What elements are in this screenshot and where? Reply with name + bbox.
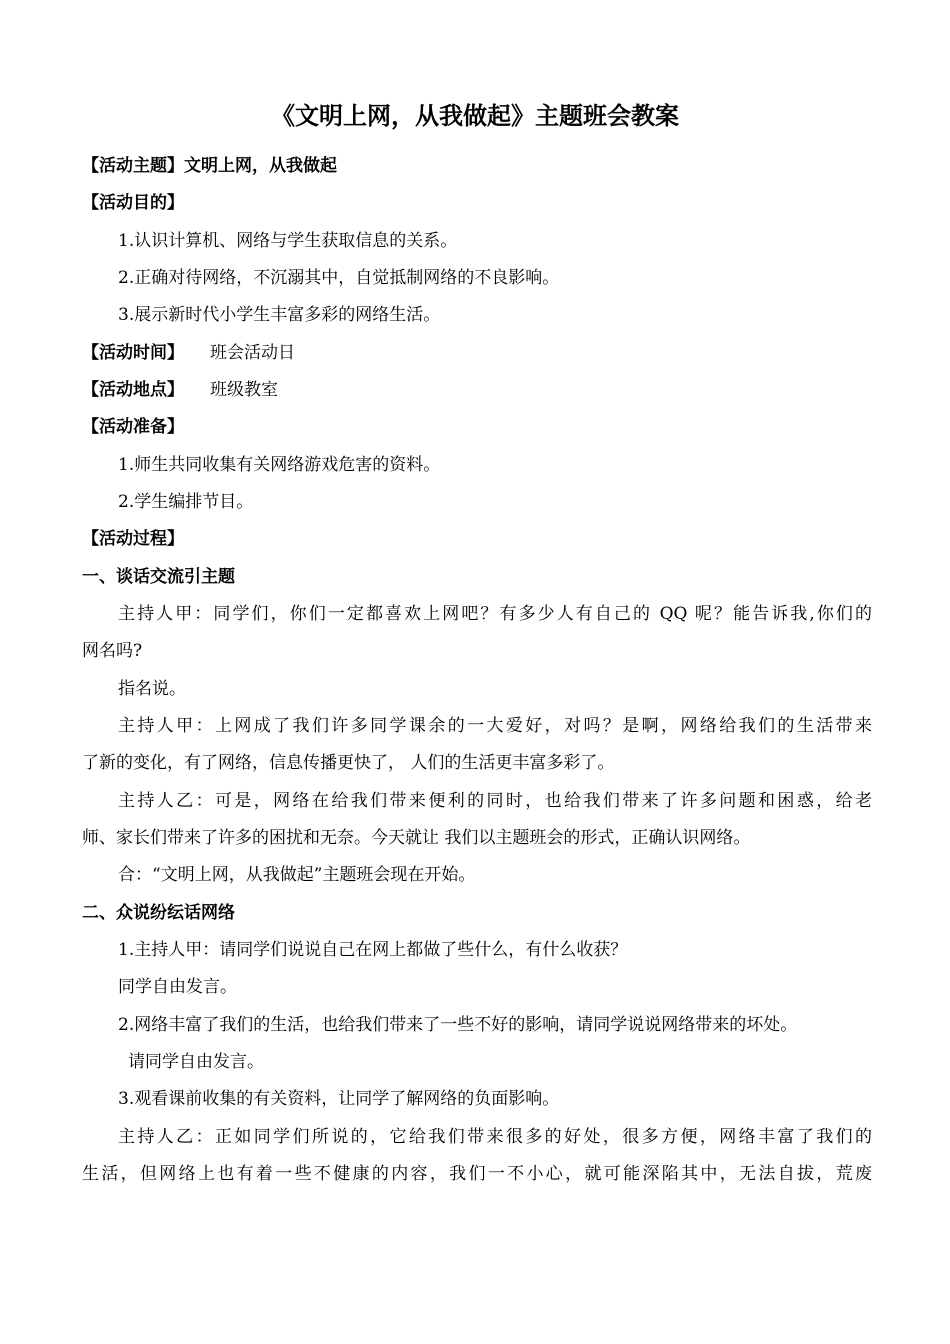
activity-theme-label: 【活动主题】 — [82, 156, 184, 176]
activity-preparation-label: 【活动准备】 — [82, 417, 184, 437]
section1-line-4: 主持人甲：上网成了我们许多同学课余的一大爱好，对吗？是啊，网络给我们的生活带来 — [118, 716, 872, 736]
activity-time-label: 【活动时间】 — [82, 343, 184, 363]
section1-line-7: 师、家长们带来了许多的困扰和无奈。今天就让 我们以主题班会的形式，正确认识网络。 — [82, 828, 751, 848]
activity-theme-row — [82, 153, 872, 179]
purpose-item-1: 1.认识计算机、网络与学生获取信息的关系。 — [118, 231, 458, 251]
section2-line-5: 3.观看课前收集的有关资料，让同学了解网络的负面影响。 — [118, 1089, 560, 1109]
activity-purpose-label: 【活动目的】 — [82, 193, 184, 213]
activity-process-label: 【活动过程】 — [82, 529, 184, 549]
section1-line-5: 了新的变化，有了网络，信息传播更快了， 人们的生活更丰富多彩了。 — [82, 753, 615, 773]
section2-line-2: 同学自由发言。 — [118, 977, 237, 997]
activity-location-row — [82, 377, 872, 403]
section1-line-6: 主持人乙：可是，网络在给我们带来便利的同时，也给我们带来了许多问题和困惑，给老 — [118, 791, 872, 811]
activity-location-label: 【活动地点】 — [82, 380, 184, 400]
preparation-item-2: 2.学生编排节目。 — [118, 492, 254, 512]
purpose-item-3: 3.展示新时代小学生丰富多彩的网络生活。 — [118, 305, 441, 325]
section2-line-4: 请同学自由发言。 — [128, 1052, 264, 1072]
section1-line-1: 主持人甲：同学们，你们一定都喜欢上网吧？有多少人有自己的 QQ 呢？能告诉我,你们的 — [118, 604, 872, 624]
section1-heading: 一、谈话交流引主题 — [82, 567, 235, 587]
activity-theme-value: 文明上网，从我做起 — [184, 156, 337, 176]
section2-line-3: 2.网络丰富了我们的生活，也给我们带来了一些不好的影响，请同学说说网络带来的坏处。 — [118, 1015, 798, 1035]
section1-line-2: 网名吗? — [82, 641, 143, 661]
activity-time-value: 班会活动日 — [210, 343, 295, 363]
section2-line-6: 主持人乙：正如同学们所说的，它给我们带来很多的好处，很多方便，网络丰富了我们的 — [118, 1127, 872, 1147]
preparation-item-1: 1.师生共同收集有关网络游戏危害的资料。 — [118, 455, 441, 475]
section2-line-1: 1.主持人甲：请同学们说说自己在网上都做了些什么，有什么收获？ — [118, 940, 628, 960]
section1-line-8: 合：“文明上网，从我做起”主题班会现在开始。 — [118, 865, 476, 885]
activity-time-row — [82, 340, 872, 366]
section2-line-7: 生活，但网络上也有着一些不健康的内容，我们一不小心，就可能深陷其中，无法自拔，荒废 — [82, 1164, 872, 1184]
purpose-item-2: 2.正确对待网络，不沉溺其中，自觉抵制网络的不良影响。 — [118, 268, 560, 288]
section1-line-3: 指名说。 — [118, 679, 186, 699]
document-title: 《文明上网，从我做起》主题班会教案 — [271, 102, 679, 130]
activity-location-value: 班级教室 — [210, 380, 278, 400]
section2-heading: 二、众说纷纭话网络 — [82, 903, 235, 923]
